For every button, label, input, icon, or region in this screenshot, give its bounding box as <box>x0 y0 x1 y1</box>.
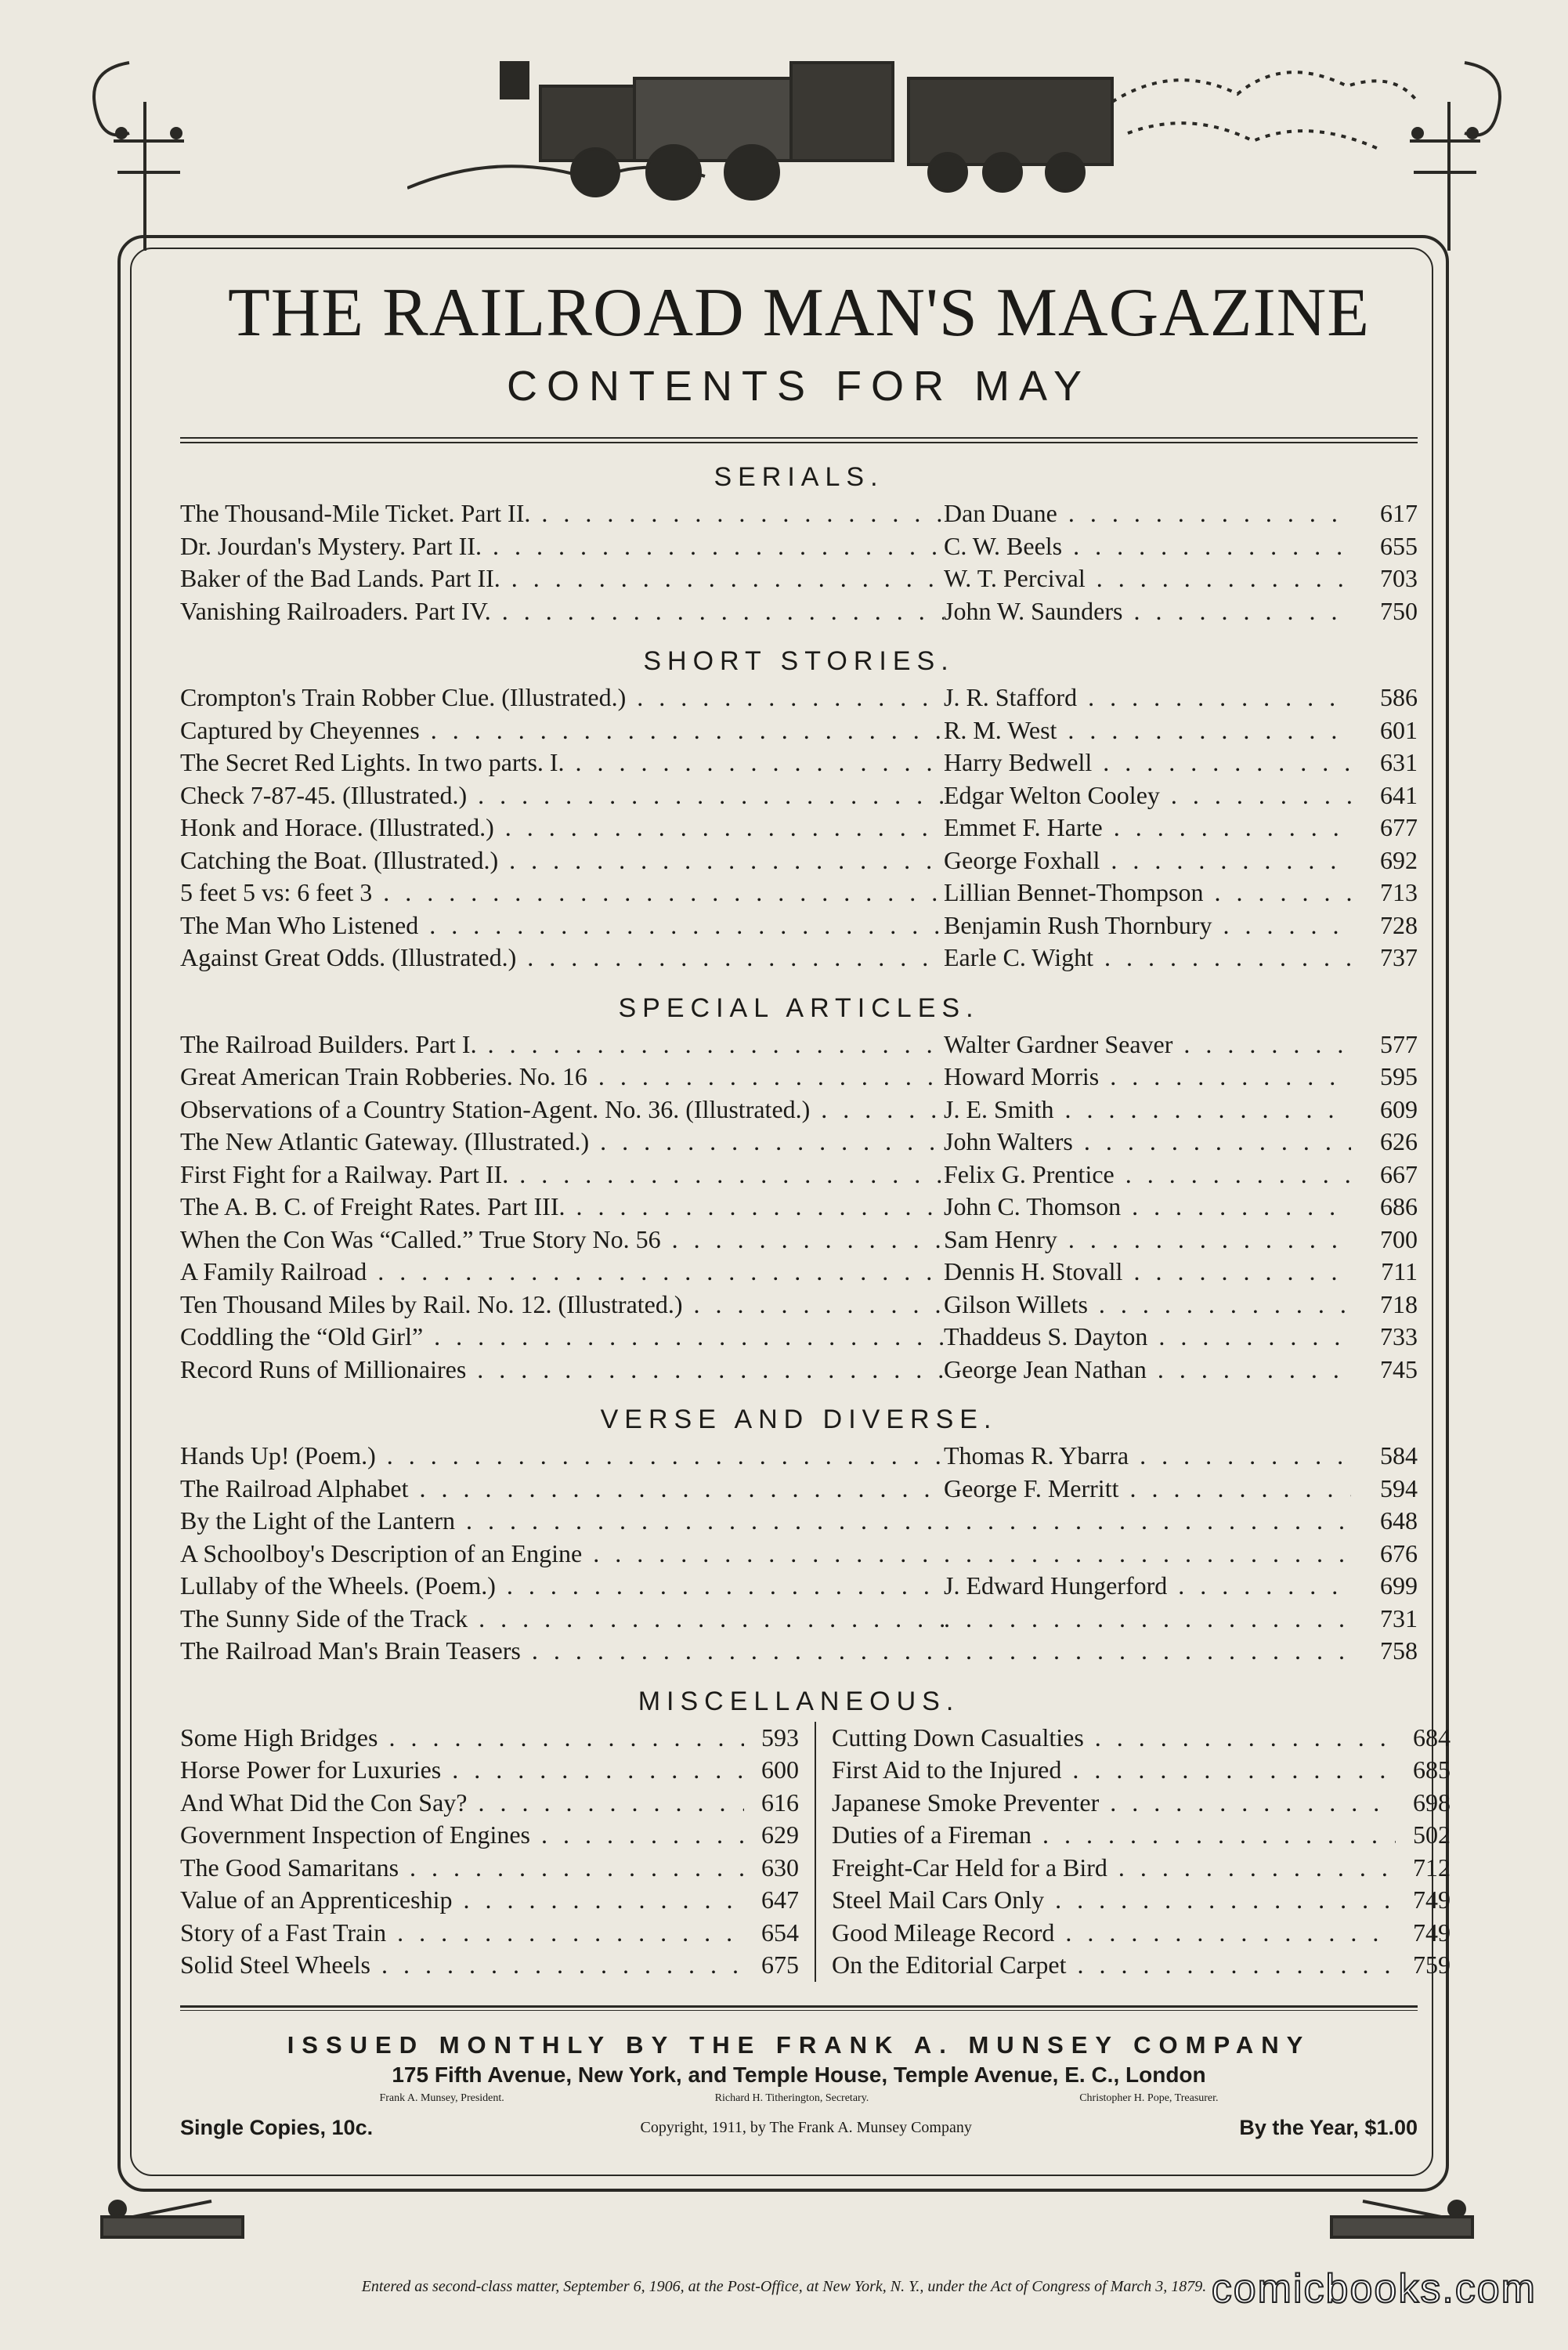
entry-page: 712 <box>1413 1853 1451 1882</box>
entry-title: Hands Up! (Poem.) . . . <box>180 1440 944 1473</box>
entry-page: 648 <box>1380 1506 1418 1535</box>
misc-entry <box>180 1884 799 1917</box>
misc-entry <box>832 1819 1451 1852</box>
entry-author: C. W. Beels . . . <box>944 530 1351 563</box>
entry-page: 584 <box>1380 1441 1418 1470</box>
misc-right-column <box>816 1722 1451 1982</box>
entry-title: The Railroad Man's Brain Teasers . . . <box>180 1635 944 1668</box>
misc-entry <box>180 1949 799 1982</box>
entry-page: 692 <box>1380 845 1418 874</box>
misc-entry <box>180 1722 799 1755</box>
entry-page: 502 <box>1413 1820 1451 1849</box>
entry-page: 667 <box>1380 1159 1418 1188</box>
entry-title: A Schoolboy's Description of an Engine . . . <box>180 1538 944 1571</box>
entry-page: 699 <box>1380 1571 1418 1600</box>
entry-page: 700 <box>1380 1224 1418 1253</box>
contents-entry <box>180 1321 1418 1354</box>
entry-author: Thaddeus S. Dayton . . . <box>944 1321 1351 1354</box>
entry-author: R. M. West . . . <box>944 714 1351 747</box>
entry-page: 626 <box>1380 1127 1418 1155</box>
entry-page: 749 <box>1413 1918 1451 1947</box>
entry-title: Solid Steel Wheels . . . <box>180 1949 744 1982</box>
entry-page: 600 <box>761 1755 799 1784</box>
entry-title: Crompton's Train Robber Clue. (Illustrated.) . . . <box>180 682 944 714</box>
entry-title: Lullaby of the Wheels. (Poem.) . . . <box>180 1570 944 1603</box>
entry-author: George F. Merritt . . . <box>944 1473 1351 1506</box>
misc-entry <box>180 1819 799 1852</box>
entry-page: 655 <box>1380 531 1418 560</box>
single-copy-price: Single Copies, 10c. <box>180 2115 374 2139</box>
entry-title: Baker of the Bad Lands. Part II. . . . <box>180 562 944 595</box>
contents-entry <box>180 595 1418 628</box>
entry-title: Japanese Smoke Preventer . . . <box>832 1787 1396 1820</box>
misc-entry <box>832 1787 1451 1820</box>
entry-page: 737 <box>1380 943 1418 971</box>
divider <box>180 2005 1418 2011</box>
entry-page: 733 <box>1380 1322 1418 1350</box>
entry-page: 718 <box>1380 1289 1418 1318</box>
entry-author: J. Edward Hungerford . . . <box>944 1570 1351 1603</box>
entry-author: Walter Gardner Seaver . . . <box>944 1029 1351 1061</box>
entry-author: Emmet F. Harte . . . <box>944 812 1351 844</box>
entry-title: By the Light of the Lantern . . . <box>180 1505 944 1538</box>
section-heading: SERIALS. <box>714 462 884 492</box>
entry-page: 711 <box>1381 1257 1418 1285</box>
contents-sections <box>180 462 1418 1668</box>
contents-entry <box>180 1538 1418 1571</box>
entry-page: 630 <box>761 1853 799 1882</box>
contents-entry <box>180 562 1418 595</box>
entry-title: The Thousand-Mile Ticket. Part II. . . . <box>180 497 944 530</box>
entry-author: J. E. Smith . . . <box>944 1094 1351 1126</box>
entry-title: Coddling the “Old Girl” . . . <box>180 1321 944 1354</box>
contents-entry <box>180 682 1418 714</box>
entry-title: A Family Railroad . . . <box>180 1256 944 1289</box>
entry-page: 631 <box>1380 748 1418 776</box>
entry-author: John Walters . . . <box>944 1126 1351 1159</box>
entry-page: 759 <box>1413 1950 1451 1979</box>
entry-title: Against Great Odds. (Illustrated.) . . . <box>180 942 944 974</box>
entry-page: 594 <box>1380 1473 1418 1502</box>
yearly-price: By the Year, $1.00 <box>1239 2115 1418 2139</box>
section-heading: SPECIAL ARTICLES. <box>618 992 980 1023</box>
publisher-line: ISSUED MONTHLY BY THE FRANK A. MUNSEY COMPANY <box>287 2030 1311 2059</box>
section-heading: MISCELLANEOUS. <box>638 1686 960 1716</box>
telegraph-pole-icon <box>74 55 215 258</box>
misc-entry <box>180 1917 799 1950</box>
contents-page <box>180 266 1451 2140</box>
entry-author: J. R. Stafford . . . <box>944 682 1351 714</box>
entry-page: 675 <box>761 1950 799 1979</box>
entry-title: Dr. Jourdan's Mystery. Part II. . . . <box>180 530 944 563</box>
entry-page: 577 <box>1380 1029 1418 1058</box>
entry-title: Good Mileage Record . . . <box>832 1917 1396 1950</box>
misc-entry <box>832 1917 1451 1950</box>
contents-entry <box>180 747 1418 779</box>
entry-title: First Fight for a Railway. Part II. . . . <box>180 1159 944 1191</box>
entry-title: First Aid to the Injured . . . <box>832 1754 1396 1787</box>
entry-page: 593 <box>761 1723 799 1752</box>
entry-title: Story of a Fast Train . . . <box>180 1917 744 1950</box>
section-heading: VERSE AND DIVERSE. <box>600 1405 998 1434</box>
contents-entry <box>180 1635 1418 1668</box>
entry-title: And What Did the Con Say? . . . <box>180 1787 744 1820</box>
contents-entry <box>180 1440 1418 1473</box>
entry-title: Record Runs of Millionaires . . . <box>180 1354 944 1386</box>
contents-entry <box>180 1061 1418 1094</box>
copyright-notice: Copyright, 1911, by The Frank A. Munsey Company <box>640 2118 972 2136</box>
entry-title: Vanishing Railroaders. Part IV. . . . <box>180 595 944 628</box>
entry-page: 685 <box>1413 1755 1451 1784</box>
misc-entry <box>832 1852 1451 1885</box>
entry-page: 601 <box>1380 715 1418 744</box>
entry-title: Government Inspection of Engines . . . <box>180 1819 744 1852</box>
entry-title: The Man Who Listened . . . <box>180 909 944 942</box>
entry-author <box>944 1635 1351 1668</box>
entry-title: Honk and Horace. (Illustrated.) . . . <box>180 812 944 844</box>
contents-entry <box>180 942 1418 974</box>
contents-entry <box>180 909 1418 942</box>
contents-entry <box>180 1473 1418 1506</box>
entry-page: 728 <box>1380 910 1418 939</box>
entry-page: 629 <box>761 1820 799 1849</box>
entry-author: George Foxhall . . . <box>944 844 1351 877</box>
locomotive-icon <box>407 31 1425 212</box>
entry-author <box>944 1603 1351 1636</box>
officer-secretary: Richard H. Titherington, Secretary. <box>714 2092 869 2104</box>
entry-title: Captured by Cheyennes . . . <box>180 714 944 747</box>
entry-page: 647 <box>761 1885 799 1914</box>
misc-entry <box>180 1787 799 1820</box>
entry-title: When the Con Was “Called.” True Story No. 56 . . . <box>180 1224 944 1256</box>
entry-page: 749 <box>1413 1885 1451 1914</box>
entry-title: The Sunny Side of the Track . . . <box>180 1603 944 1636</box>
entry-page: 713 <box>1380 878 1418 906</box>
officers-line <box>180 2092 1418 2105</box>
contents-entry <box>180 497 1418 530</box>
entry-author: Harry Bedwell . . . <box>944 747 1351 779</box>
entry-page: 703 <box>1380 564 1418 592</box>
contents-entry <box>180 1029 1418 1061</box>
entry-page: 641 <box>1380 780 1418 809</box>
contents-entry <box>180 714 1418 747</box>
entry-page: 676 <box>1380 1538 1418 1567</box>
contents-entry <box>180 530 1418 563</box>
entry-title: Freight-Car Held for a Bird . . . <box>832 1852 1396 1885</box>
misc-entry <box>832 1722 1451 1755</box>
entry-page: 686 <box>1380 1192 1418 1220</box>
contents-entry <box>180 1224 1418 1256</box>
contents-entry <box>180 1094 1418 1126</box>
misc-entry <box>832 1754 1451 1787</box>
entry-title: On the Editorial Carpet . . . <box>832 1949 1396 1982</box>
watermark: comicbooks.com <box>1211 2266 1537 2312</box>
entry-title: Steel Mail Cars Only . . . <box>832 1884 1396 1917</box>
entry-title: 5 feet 5 vs: 6 feet 3 . . . <box>180 877 944 909</box>
entry-page: 609 <box>1380 1094 1418 1123</box>
contents-entry <box>180 1603 1418 1636</box>
entry-title: Horse Power for Luxuries . . . <box>180 1754 744 1787</box>
entry-title: Observations of a Country Station-Agent. No. 36. (Illustrated.) . . . <box>180 1094 944 1126</box>
contents-entry <box>180 1570 1418 1603</box>
entry-title: The Railroad Builders. Part I. . . . <box>180 1029 944 1061</box>
entry-title: Cutting Down Casualties . . . <box>832 1722 1396 1755</box>
contents-entry <box>180 1159 1418 1191</box>
contents-subtitle: CONTENTS FOR MAY <box>506 363 1091 410</box>
entry-page: 595 <box>1380 1062 1418 1090</box>
entry-title: Catching the Boat. (Illustrated.) . . . <box>180 844 944 877</box>
entry-title: Check 7-87-45. (Illustrated.) . . . <box>180 779 944 812</box>
officer-president: Frank A. Munsey, President. <box>379 2092 504 2104</box>
entry-author <box>944 1538 1351 1571</box>
entry-author: Sam Henry . . . <box>944 1224 1351 1256</box>
telegraph-pole-icon <box>1378 55 1519 258</box>
misc-entry <box>832 1884 1451 1917</box>
entry-title: Great American Train Robberies. No. 16 . . . <box>180 1061 944 1094</box>
entry-page: 745 <box>1380 1354 1418 1383</box>
entry-author: John W. Saunders . . . <box>944 595 1351 628</box>
entry-page: 698 <box>1413 1788 1451 1817</box>
misc-section <box>180 1722 1451 1982</box>
entry-author <box>944 1505 1351 1538</box>
entry-page: 758 <box>1380 1636 1418 1665</box>
entry-title: The Good Samaritans . . . <box>180 1852 744 1885</box>
entry-author: Lillian Bennet-Thompson . . . <box>944 877 1351 909</box>
entry-page: 586 <box>1380 683 1418 711</box>
contents-entry <box>180 1126 1418 1159</box>
entry-author: George Jean Nathan . . . <box>944 1354 1351 1386</box>
divider <box>180 437 1418 443</box>
entry-title: The New Atlantic Gateway. (Illustrated.) . . . <box>180 1126 944 1159</box>
contents-entry <box>180 1505 1418 1538</box>
section-heading: SHORT STORIES. <box>643 646 955 676</box>
entry-author: Gilson Willets . . . <box>944 1289 1351 1321</box>
entry-title: The Secret Red Lights. In two parts. I. . . . <box>180 747 944 779</box>
contents-entry <box>180 1289 1418 1321</box>
misc-entry <box>180 1852 799 1885</box>
contents-entry <box>180 1354 1418 1386</box>
contents-entry <box>180 844 1418 877</box>
entry-page: 654 <box>761 1918 799 1947</box>
misc-left-column <box>180 1722 816 1982</box>
entry-author: Howard Morris . . . <box>944 1061 1351 1094</box>
entry-title: Value of an Apprenticeship . . . <box>180 1884 744 1917</box>
entry-author: Earle C. Wight . . . <box>944 942 1351 974</box>
entry-author: Edgar Welton Cooley . . . <box>944 779 1351 812</box>
misc-entry <box>832 1949 1451 1982</box>
entry-author: Benjamin Rush Thornbury . . . <box>944 909 1351 942</box>
telegraph-key-icon <box>1316 2186 1488 2248</box>
entry-page: 677 <box>1380 813 1418 841</box>
misc-entry <box>180 1754 799 1787</box>
entry-page: 731 <box>1380 1603 1418 1632</box>
entry-author: Felix G. Prentice . . . <box>944 1159 1351 1191</box>
entry-title: Duties of a Fireman . . . <box>832 1819 1396 1852</box>
telegraph-key-icon <box>86 2186 258 2248</box>
entry-page: 616 <box>761 1788 799 1817</box>
entry-page: 617 <box>1380 499 1418 527</box>
entry-title: The A. B. C. of Freight Rates. Part III. . . . <box>180 1191 944 1224</box>
mailing-notice: Entered as second-class matter, September 6, 1906, at the Post-Office, at New York, N. Y., under the Act of Congress of March 3, 1879. <box>361 2278 1207 2295</box>
entry-title: Ten Thousand Miles by Rail. No. 12. (Illustrated.) . . . <box>180 1289 944 1321</box>
contents-entry <box>180 1256 1418 1289</box>
contents-entry <box>180 779 1418 812</box>
price-line <box>180 2116 1418 2140</box>
contents-entry <box>180 1191 1418 1224</box>
entry-author: Dan Duane . . . <box>944 497 1351 530</box>
publisher-address: 175 Fifth Avenue, New York, and Temple House, Temple Avenue, E. C., London <box>392 2062 1206 2087</box>
entry-author: John C. Thomson . . . <box>944 1191 1351 1224</box>
magazine-title: THE RAILROAD MAN'S MAGAZINE <box>227 275 1371 351</box>
entry-author: Thomas R. Ybarra . . . <box>944 1440 1351 1473</box>
contents-entry <box>180 877 1418 909</box>
entry-page: 684 <box>1413 1723 1451 1752</box>
entry-page: 750 <box>1380 596 1418 625</box>
entry-title: The Railroad Alphabet . . . <box>180 1473 944 1506</box>
officer-treasurer: Christopher H. Pope, Treasurer. <box>1079 2092 1219 2104</box>
entry-title: Some High Bridges . . . <box>180 1722 744 1755</box>
entry-author: Dennis H. Stovall . . . <box>944 1256 1351 1289</box>
contents-entry <box>180 812 1418 844</box>
entry-author: W. T. Percival . . . <box>944 562 1351 595</box>
